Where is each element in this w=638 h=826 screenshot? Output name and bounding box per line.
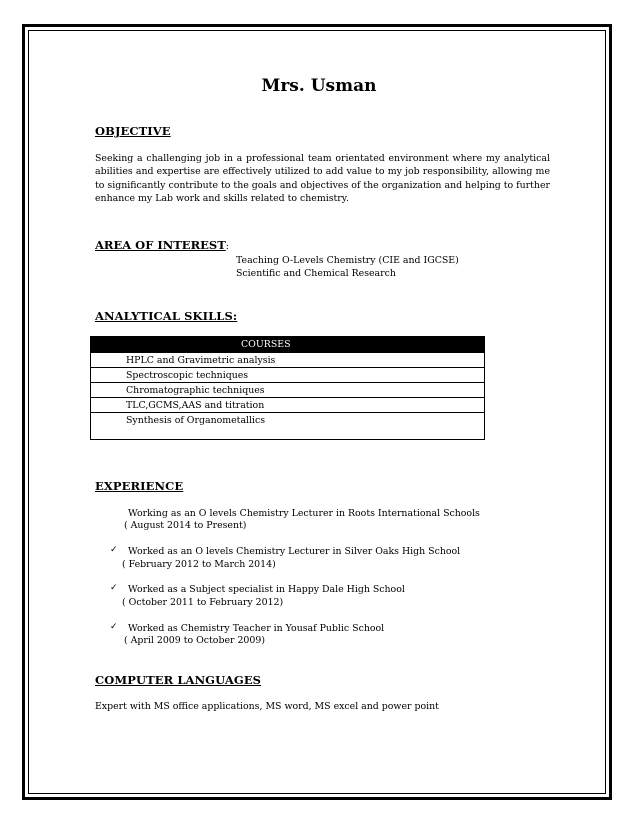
check-icon: ✓ <box>110 583 118 593</box>
experience-heading: EXPERIENCE <box>95 479 184 493</box>
skill-row <box>91 383 484 398</box>
skill-row <box>91 398 484 413</box>
skill-label: Synthesis of Organometallics <box>126 415 266 426</box>
skills-table <box>90 336 485 440</box>
experience-role-2: Worked as an O levels Chemistry Lecturer in Silver Oaks High School <box>128 546 461 557</box>
skills-heading: ANALYTICAL SKILLS: <box>95 309 238 323</box>
skill-label: TLC,GCMS,AAS and titration <box>126 400 265 411</box>
skill-label: Spectroscopic techniques <box>126 370 249 381</box>
courses-header-label: COURSES <box>241 339 291 350</box>
check-icon: ✓ <box>110 622 118 632</box>
experience-role-3: Worked as a Subject specialist in Happy Dale High School <box>128 584 405 595</box>
objective-heading: OBJECTIVE <box>95 124 171 138</box>
skill-row <box>91 368 484 383</box>
computer-text: Expert with MS office applications, MS word, MS excel and power point <box>95 701 439 712</box>
interest-heading-row <box>95 238 229 252</box>
experience-period-1: ( August 2014 to Present) <box>124 520 247 531</box>
check-icon: ✓ <box>110 545 118 555</box>
experience-period-4: ( April 2009 to October 2009) <box>124 635 265 646</box>
experience-role-4: Worked as Chemistry Teacher in Yousaf Public School <box>128 623 385 634</box>
interest-heading: AREA OF INTEREST <box>95 238 226 252</box>
experience-role-1: Working as an O levels Chemistry Lecturer in Roots International Schools <box>128 508 480 519</box>
skill-row <box>91 353 484 368</box>
objective-text: Seeking a challenging job in a professional team orientated environment where my analytical abilities and expertise are effectively utilized to add value to my job responsibility, allowing me to significantly contribute to the goals and objectives of the organization and helping to further enhance my Lab work and skills related to chemistry. <box>95 153 550 204</box>
skill-label: Chromatographic techniques <box>126 385 265 396</box>
skill-row <box>91 413 484 428</box>
experience-period-3: ( October 2011 to February 2012) <box>122 597 284 608</box>
skill-label: HPLC and Gravimetric analysis <box>126 355 276 366</box>
courses-header <box>91 337 484 353</box>
interest-colon: : <box>225 241 229 252</box>
resume-name: Mrs. Usman <box>261 76 377 96</box>
computer-heading: COMPUTER LANGUAGES <box>95 673 262 687</box>
experience-period-2: ( February 2012 to March 2014) <box>122 559 276 570</box>
interest-item-2: Scientific and Chemical Research <box>236 268 396 279</box>
interest-item-1: Teaching O-Levels Chemistry (CIE and IGCSE) <box>236 255 459 266</box>
